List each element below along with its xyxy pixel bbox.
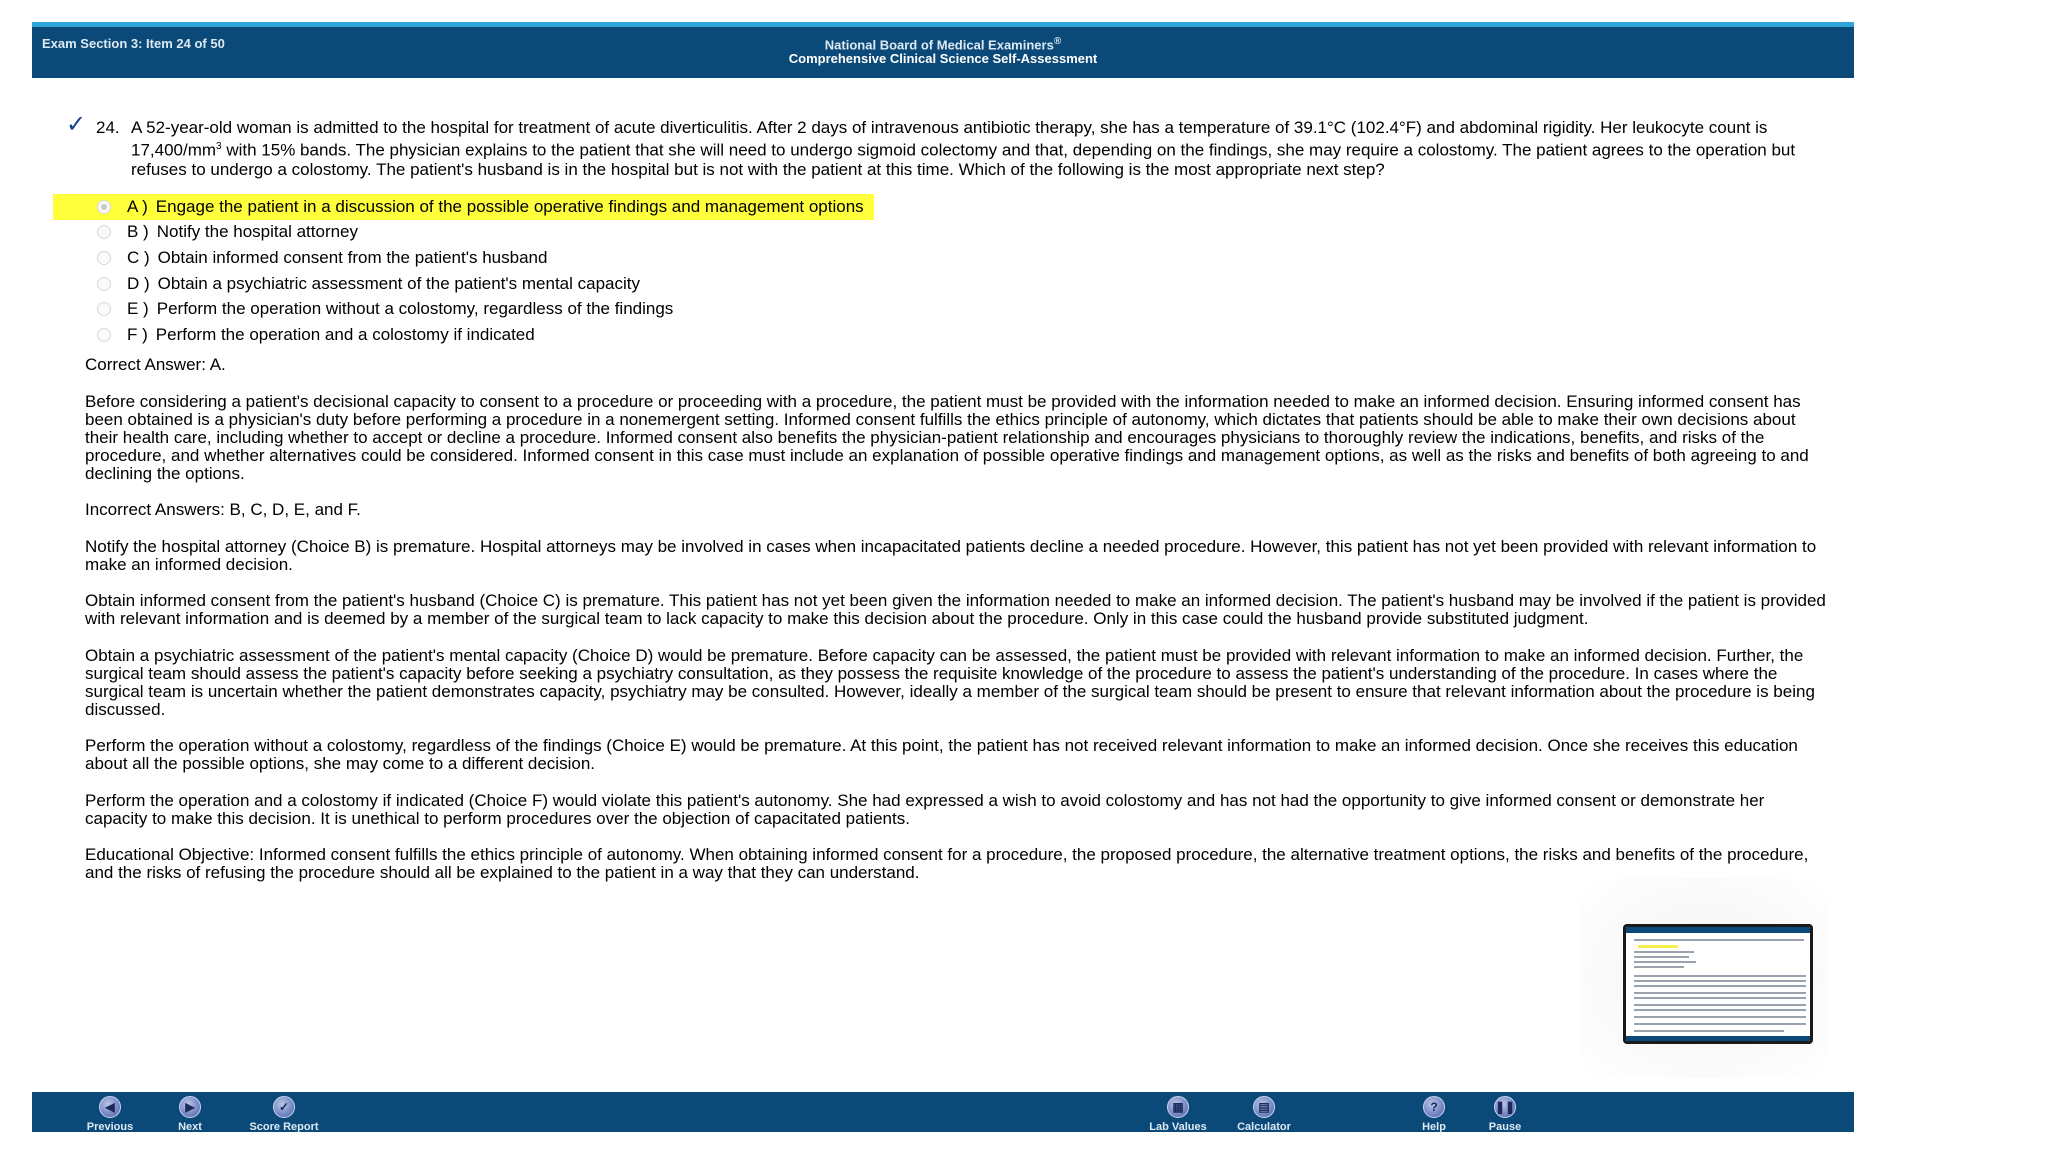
incorrect-answers: Incorrect Answers: B, C, D, E, and F. xyxy=(85,500,361,519)
stem-superscript: 3 xyxy=(216,141,222,152)
thumbnail-line xyxy=(1634,951,1694,953)
option-letter: C ) xyxy=(127,247,150,267)
help-icon: ? xyxy=(1423,1096,1445,1118)
option-letter: D ) xyxy=(127,273,150,293)
option-a[interactable] xyxy=(90,194,874,220)
calculator-button[interactable] xyxy=(1229,1096,1299,1134)
option-text: Engage the patient in a discussion of the possible operative findings and management options xyxy=(155,196,864,216)
thumbnail-line xyxy=(1634,1009,1806,1011)
option-text: Notify the hospital attorney xyxy=(156,222,359,242)
next-icon: ▶ xyxy=(179,1096,201,1118)
calculator-label: Calculator xyxy=(1237,1121,1291,1133)
previous-button[interactable] xyxy=(84,1096,136,1134)
option-e[interactable] xyxy=(90,296,874,322)
thumbnail-line xyxy=(1634,1004,1806,1006)
header-titles xyxy=(32,35,1854,66)
lab-values-button[interactable] xyxy=(1140,1096,1216,1134)
option-text: Perform the operation without a colostomy, regardless of the findings xyxy=(156,299,674,319)
option-text: Obtain informed consent from the patient's husband xyxy=(157,247,548,267)
option-letter: B ) xyxy=(127,222,149,242)
pause-label: Pause xyxy=(1488,1121,1522,1133)
lab-values-icon: ▦ xyxy=(1167,1096,1189,1118)
previous-icon: ◀ xyxy=(99,1096,121,1118)
radio-button[interactable] xyxy=(97,200,111,214)
option-letter: E ) xyxy=(127,299,149,319)
org-name xyxy=(32,35,1854,52)
pause-icon: ❚❚ xyxy=(1494,1096,1516,1118)
check-icon[interactable]: ✓ xyxy=(66,111,87,138)
radio-button[interactable] xyxy=(97,251,111,265)
thumbnail-footer xyxy=(1626,1036,1810,1041)
registered-mark: ® xyxy=(1053,36,1062,47)
org-name-text: National Board of Medical Examiners xyxy=(824,37,1054,53)
thumbnail-line xyxy=(1634,980,1806,982)
thumbnail-highlight xyxy=(1638,945,1678,948)
correct-answer: Correct Answer: A. xyxy=(85,355,226,374)
answer-options xyxy=(90,194,874,348)
stem-text-1: A 52-year-old woman is admitted to the hospital for treatment of acute diverticulitis. After 2 days of intravenous antibiotic therapy, she has a temperature of 39.1°C (102.4°F) and abdominal rigidity. Her leukocyte count is 17,400/mm xyxy=(131,118,1768,160)
thumbnail-line xyxy=(1634,985,1806,987)
thumbnail-line xyxy=(1634,975,1806,977)
radio-button[interactable] xyxy=(97,328,111,342)
thumbnail-line xyxy=(1634,966,1684,968)
help-button[interactable] xyxy=(1414,1096,1454,1134)
exam-window xyxy=(32,0,1854,1152)
question-number: 24. xyxy=(96,118,120,137)
item-counter: Exam Section 3: Item 24 of 50 xyxy=(42,36,225,51)
thumbnail-line xyxy=(1634,939,1804,941)
option-text: Perform the operation and a colostomy if indicated xyxy=(155,324,535,344)
explanation-paragraph: Before considering a patient's decisional capacity to consent to a procedure or proceeding with a procedure, the patient must be provided with the information needed to make an informed decision. Ensuring informed consent has been obtained is a physician's duty before performing a procedure in a nonemergent setting. Informed consent fulfills the ethics principle of autonomy, which dictates that patients should be able to make their own decisions about their health care, including whether to accept or decline a procedure. Informed consent also benefits the physician-patient relationship and encourages physicians to thoroughly review the indications, benefits, and risks of the procedure, and whether alternatives could be considered. Informed consent in this case must include an explanation of possible operative findings and management options, as well as the risks and benefits of both agreeing to and declining the options. xyxy=(85,391,1809,483)
explanation-choice-d: Obtain a psychiatric assessment of the patient's mental capacity (Choice D) would be premature. Before capacity can be assessed, the patient must be provided with relevant information to make an informed decision. Further, the surgical team should assess the patient's capacity before seeking a psychiatry consultation, as they possess the requisite knowledge of the procedure to assess the patient's understanding of the procedure. In cases where the surgical team is uncertain whether the patient demonstrates capacity, psychiatry may be consulted. However, ideally a member of the surgical team should be present to ensure that relevant information about the procedure is being discussed. xyxy=(85,645,1815,719)
explanation-choice-e: Perform the operation without a colostomy, regardless of the findings (Choice E) would be premature. At this point, the patient has not received relevant information to make an informed decision. Once she receives this education about all the possible options, she may come to a different decision. xyxy=(85,736,1798,773)
score-report-button[interactable] xyxy=(244,1096,324,1134)
stem-text-2: with 15% bands. The physician explains to the patient that she will need to undergo sigmoid colectomy and that, depending on the findings, she may require a colostomy. The patient agrees to the operation but refuses to undergo a colostomy. The patient's husband is in the hospital but is not with the patient at this time. Which of the following is the most appropriate next step? xyxy=(131,140,1796,179)
check-icon: ✓ xyxy=(273,1096,295,1118)
option-letter: A ) xyxy=(127,196,148,216)
explanation-choice-f: Perform the operation and a colostomy if indicated (Choice F) would violate this patient's autonomy. She had expressed a wish to avoid colostomy and has not had the opportunity to give informed consent or demonstrate her capacity to make this decision. It is unethical to perform procedures over the objection of capacitated patients. xyxy=(85,790,1765,828)
exam-title: Comprehensive Clinical Science Self-Assessment xyxy=(788,51,1098,67)
radio-button[interactable] xyxy=(97,277,111,291)
exam-header xyxy=(32,22,1854,78)
lab-values-label: Lab Values xyxy=(1149,1121,1207,1133)
thumbnail-header xyxy=(1626,927,1810,933)
option-b[interactable] xyxy=(90,220,874,246)
thumbnail-line xyxy=(1634,961,1696,963)
option-letter: F ) xyxy=(127,324,148,344)
pause-button[interactable] xyxy=(1482,1096,1528,1134)
explanation-choice-c: Obtain informed consent from the patient's husband (Choice C) is premature. This patient has not yet been given the information needed to make an informed decision. The patient's husband may be involved if the patient is provided with relevant information and is deemed by a member of the surgical team to lack capacity to make this decision about the procedure. Only in this case could the husband provide substituted judgment. xyxy=(85,591,1826,628)
explanation xyxy=(85,356,1830,901)
option-d[interactable] xyxy=(90,271,874,297)
next-button[interactable] xyxy=(170,1096,210,1134)
thumbnail-line xyxy=(1634,992,1806,994)
previous-label: Previous xyxy=(86,1121,134,1133)
screen-thumbnail[interactable] xyxy=(1623,924,1813,1044)
thumbnail-line xyxy=(1634,997,1806,999)
calculator-icon: ▤ xyxy=(1253,1096,1275,1118)
exam-toolbar xyxy=(32,1092,1854,1132)
thumbnail-line xyxy=(1634,1016,1806,1018)
option-f[interactable] xyxy=(90,322,874,348)
option-c[interactable] xyxy=(90,245,874,271)
option-highlight xyxy=(53,194,874,220)
explanation-choice-b: Notify the hospital attorney (Choice B) is premature. Hospital attorneys may be involved in cases when incapacitated patients decline a needed procedure. However, this patient has not yet been provided with relevant information to make an informed decision. xyxy=(85,536,1817,574)
educational-objective: Educational Objective: Informed consent fulfills the ethics principle of autonomy. When obtaining informed consent for a procedure, the proposed procedure, the alternative treatment options, the risks and benefits of the procedure, and the risks of refusing the procedure should all be explained to the patient in a way that they can understand. xyxy=(85,845,1809,882)
option-text: Obtain a psychiatric assessment of the patient's mental capacity xyxy=(157,273,640,293)
question-stem xyxy=(131,118,1821,179)
thumbnail-line xyxy=(1634,1023,1806,1025)
radio-button[interactable] xyxy=(97,225,111,239)
help-label: Help xyxy=(1422,1121,1446,1133)
score-report-label: Score Report xyxy=(249,1121,319,1133)
radio-button[interactable] xyxy=(97,302,111,316)
next-label: Next xyxy=(178,1121,202,1133)
thumbnail-line xyxy=(1634,956,1689,958)
thumbnail-line xyxy=(1634,1030,1784,1032)
